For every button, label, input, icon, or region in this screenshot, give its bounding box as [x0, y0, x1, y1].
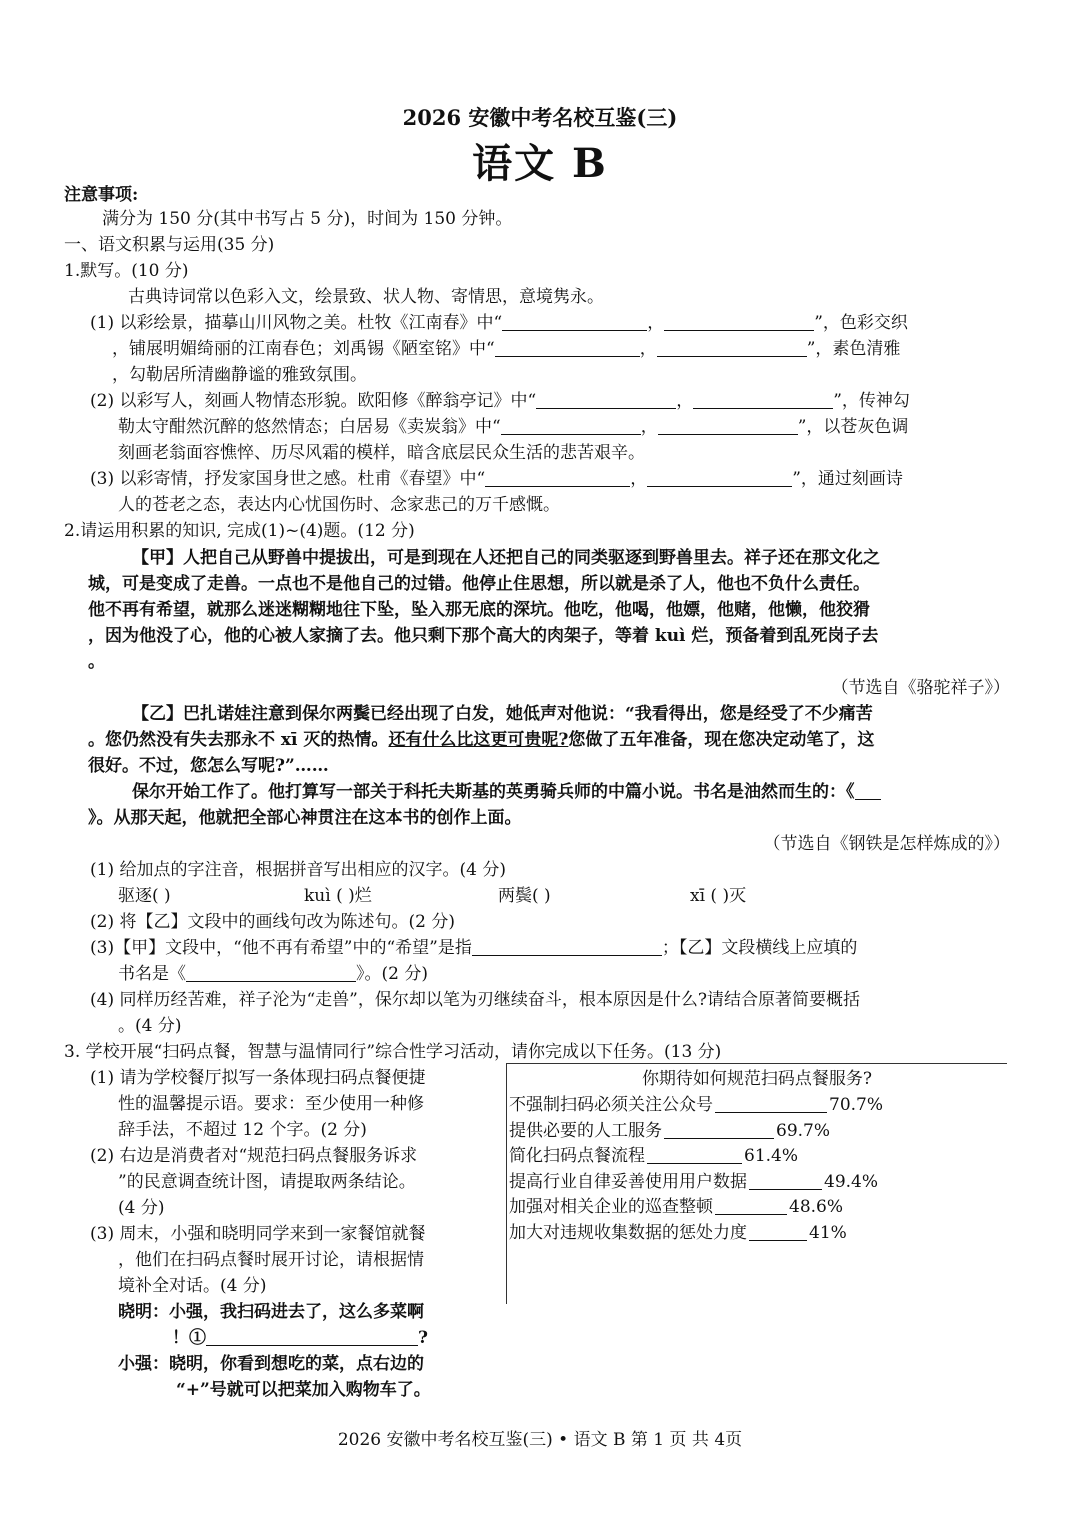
q2-sub4-line2: 。(4 分): [118, 1016, 182, 1036]
answer-blank[interactable]: [206, 1327, 418, 1346]
chart-row: [509, 1220, 847, 1246]
q3-task2-line3: (4 分): [118, 1198, 165, 1218]
survey-chart: [506, 1063, 1007, 1304]
passage-yi-line4: 保尔开始工作了。他打算写一部关于科托夫斯基的英勇骑兵师的中篇小说。书名是油然而生的：《: [132, 779, 881, 805]
chart-bar: [715, 1094, 827, 1113]
chart-category-label: 加强对相关企业的巡查整顿: [509, 1197, 713, 1217]
passage-jia-line1: 【甲】人把自己从野兽中提拔出，可是到现在人还把自己的同类驱逐到野兽里去。祥子还在那文化之: [132, 548, 880, 568]
chart-category-label: 简化扫码点餐流程: [509, 1146, 645, 1166]
q2-sub1: (1) 给加点的字注音，根据拼音写出相应的汉字。(4 分): [90, 860, 506, 880]
chart-row: [509, 1118, 830, 1144]
chart-row: [509, 1194, 843, 1220]
chart-value-label: 61.4%: [744, 1146, 799, 1166]
page-footer: 2026 安徽中考名校互鉴(三) • 语文 B 第 1 页 共 4页: [337, 1430, 743, 1450]
q3-task3-line2: ，他们在扫码点餐时展开讨论，请根据情: [118, 1250, 424, 1270]
passage-yi-line5: 》。从那天起，他就把全部心神贯注在这本书的创作上面。: [88, 808, 522, 828]
chart-bar: [749, 1171, 822, 1190]
answer-blank[interactable]: [664, 312, 814, 331]
q1-item3-line2: 人的苍老之态，表达内心忧国伤时、念家悲己的万千感慨。: [118, 495, 560, 515]
dialogue-xiaoqiang-line2: “+”号就可以把菜加入购物车了。: [176, 1380, 431, 1400]
q2-heading: 2.请运用积累的知识, 完成(1)~(4)题。(12 分): [64, 521, 415, 541]
chart-category-label: 加大对违规收集数据的惩处力度: [509, 1222, 747, 1243]
chart-bar: [749, 1222, 807, 1241]
q1-item1-line2: ，铺展明媚绮丽的江南春色；刘禹锡《陋室铭》中“ ， ”，素色清雅: [112, 339, 901, 359]
q1-item1-line3: ，勾勒居所清幽静谧的雅致氛围。: [112, 365, 367, 385]
passage-jia-source: （节选自《骆驼祥子》）: [831, 678, 1010, 698]
chart-category-label: 提供必要的人工服务: [509, 1120, 662, 1141]
q2-sub1-b: kuì ( )烂: [304, 886, 372, 906]
q3-task2-line1: (2) 右边是消费者对“规范扫码点餐服务诉求: [90, 1146, 418, 1166]
passage-yi-line3: 很好。不过，您怎么写呢?”……: [88, 756, 329, 776]
exam-title: 语文 B: [472, 140, 608, 187]
answer-blank[interactable]: [485, 468, 630, 487]
chart-row: [509, 1143, 798, 1169]
q3-task1-line3: 辞手法，不超过 12 个字。(2 分): [118, 1120, 367, 1140]
q3-task3-line3: 境补全对话。(4 分): [118, 1276, 267, 1296]
chart-row: [509, 1092, 883, 1118]
passage-yi-source: （节选自《钢铁是怎样炼成的》）: [763, 834, 1010, 854]
q1-item2-line1: (2) 以彩写人，刻画人物情态形貌。欧阳修《醉翁亭记》中“ ， ”，传神勾: [90, 391, 910, 411]
q2-sub2: (2) 将【乙】文段中的画线句改为陈述句。(2 分): [90, 912, 455, 932]
chart-value-label: 48.6%: [789, 1197, 844, 1217]
answer-blank[interactable]: [502, 312, 647, 331]
passage-yi-line1: 【乙】巴扎诺娃注意到保尔两鬓已经出现了白发，她低声对他说：“我看得出，您是经受了不少痛苦: [132, 704, 873, 724]
answer-blank[interactable]: [495, 338, 640, 357]
q3-task2-line2: ”的民意调查统计图，请提取两条结论。: [118, 1172, 416, 1192]
chart-value-label: 69.7%: [776, 1120, 831, 1141]
passage-jia-line2: 城，可是变成了走兽。一点也不是他自己的过错。他停止住思想，所以就是杀了人，他也不负什么责任。: [88, 574, 870, 594]
notice-label: 注意事项:: [64, 185, 139, 205]
q1-item1-line1: (1) 以彩绘景，描摹山川风物之美。杜牧《江南春》中“ ， ”，色彩交织: [90, 313, 908, 333]
q1-item2-line3: 刻画老翁面容憔悴、历尽风霜的模样，暗含底层民众生活的悲苦艰辛。: [118, 443, 645, 463]
chart-title: 你期待如何规范扫码点餐服务?: [641, 1069, 873, 1089]
answer-blank[interactable]: [658, 416, 798, 435]
passage-jia-line3: 他不再有希望，就那么迷迷糊糊地往下坠，坠入那无底的深坑。他吃，他喝，他嫖，他赌，他懒，他狡猾: [88, 600, 870, 620]
q1-intro: 古典诗词常以色彩入文，绘景致、状人物、寄情思，意境隽永。: [128, 287, 604, 307]
answer-blank[interactable]: [657, 338, 807, 357]
answer-blank[interactable]: [501, 416, 641, 435]
q2-sub4-line1: (4) 同样历经苦难，祥子沦为“走兽”，保尔却以笔为刃继续奋斗，根本原因是什么?请结合原著简要概括: [90, 990, 860, 1010]
dialogue-xiaoming-line2: ！① ?: [172, 1328, 428, 1348]
chart-value-label: 70.7%: [829, 1095, 884, 1115]
q2-sub1-a: 驱逐( ): [118, 886, 171, 906]
q2-sub3-line2: 书名是《 》。(2 分): [118, 964, 428, 984]
chart-bar: [664, 1120, 774, 1139]
q1-heading: 1.默写。(10 分): [64, 261, 189, 281]
dialogue-xiaoqiang-line1: 小强：晓明，你看到想吃的菜，点右边的: [118, 1354, 424, 1374]
q2-sub3-line1: (3)【甲】文段中，“他不再有希望”中的“希望”是指 ；【乙】文段横线上应填的: [90, 938, 858, 958]
answer-blank[interactable]: [647, 468, 792, 487]
answer-blank[interactable]: [855, 781, 881, 800]
q3-task1-line2: 性的温馨提示语。要求：至少使用一种修: [118, 1094, 424, 1114]
chart-row: [509, 1169, 878, 1195]
answer-blank[interactable]: [186, 963, 356, 982]
exam-subtitle: 2026 安徽中考名校互鉴(三): [402, 105, 678, 130]
answer-blank[interactable]: [472, 937, 662, 956]
chart-category-label: 不强制扫码必须关注公众号: [509, 1095, 713, 1115]
notice-text: 满分为 150 分(其中书写占 5 分)，时间为 150 分钟。: [102, 209, 513, 229]
q3-heading: 3. 学校开展“扫码点餐，智慧与温情同行”综合性学习活动，请你完成以下任务。(13 分): [64, 1042, 722, 1062]
passage-yi-line2: 。您仍然没有失去那永不 xī 灭的热情。还有什么比这更可贵呢?您做了五年准备，现在您决定动笔了，这: [88, 730, 875, 750]
q2-sub1-d: xī ( )灭: [690, 886, 747, 906]
underlined-sentence: 还有什么比这更可贵呢?: [388, 730, 569, 750]
chart-value-label: 49.4%: [824, 1171, 879, 1192]
answer-blank[interactable]: [693, 390, 833, 409]
q3-task1-line1: (1) 请为学校餐厅拟写一条体现扫码点餐便捷: [90, 1068, 426, 1088]
answer-blank[interactable]: [536, 390, 676, 409]
q3-task3-line1: (3) 周末，小强和晓明同学来到一家餐馆就餐: [90, 1224, 426, 1244]
q2-sub1-c: 两鬓( ): [498, 886, 551, 906]
passage-jia-line4: ，因为他没了心，他的心被人家摘了去。他只剩下那个高大的肉架子，等着 kuì 烂，预备着到乱死岗子去: [88, 626, 879, 646]
q1-item2-line2: 勒太守酣然沉醉的悠然情态；白居易《卖炭翁》中“ ， ”，以苍灰色调: [118, 417, 909, 437]
chart-bar: [647, 1145, 742, 1164]
chart-bar: [715, 1196, 787, 1215]
dialogue-xiaoming-line1: 晓明：小强，我扫码进去了，这么多菜啊: [118, 1302, 424, 1322]
chart-category-label: 提高行业自律妥善使用用户数据: [509, 1171, 747, 1192]
chart-value-label: 41%: [809, 1222, 847, 1243]
section-title: 一、语文积累与运用(35 分): [64, 235, 275, 255]
passage-jia-line5: 。: [88, 652, 105, 672]
q1-item3-line1: (3) 以彩寄情，抒发家国身世之感。杜甫《春望》中“ ， ”，通过刻画诗: [90, 469, 903, 489]
